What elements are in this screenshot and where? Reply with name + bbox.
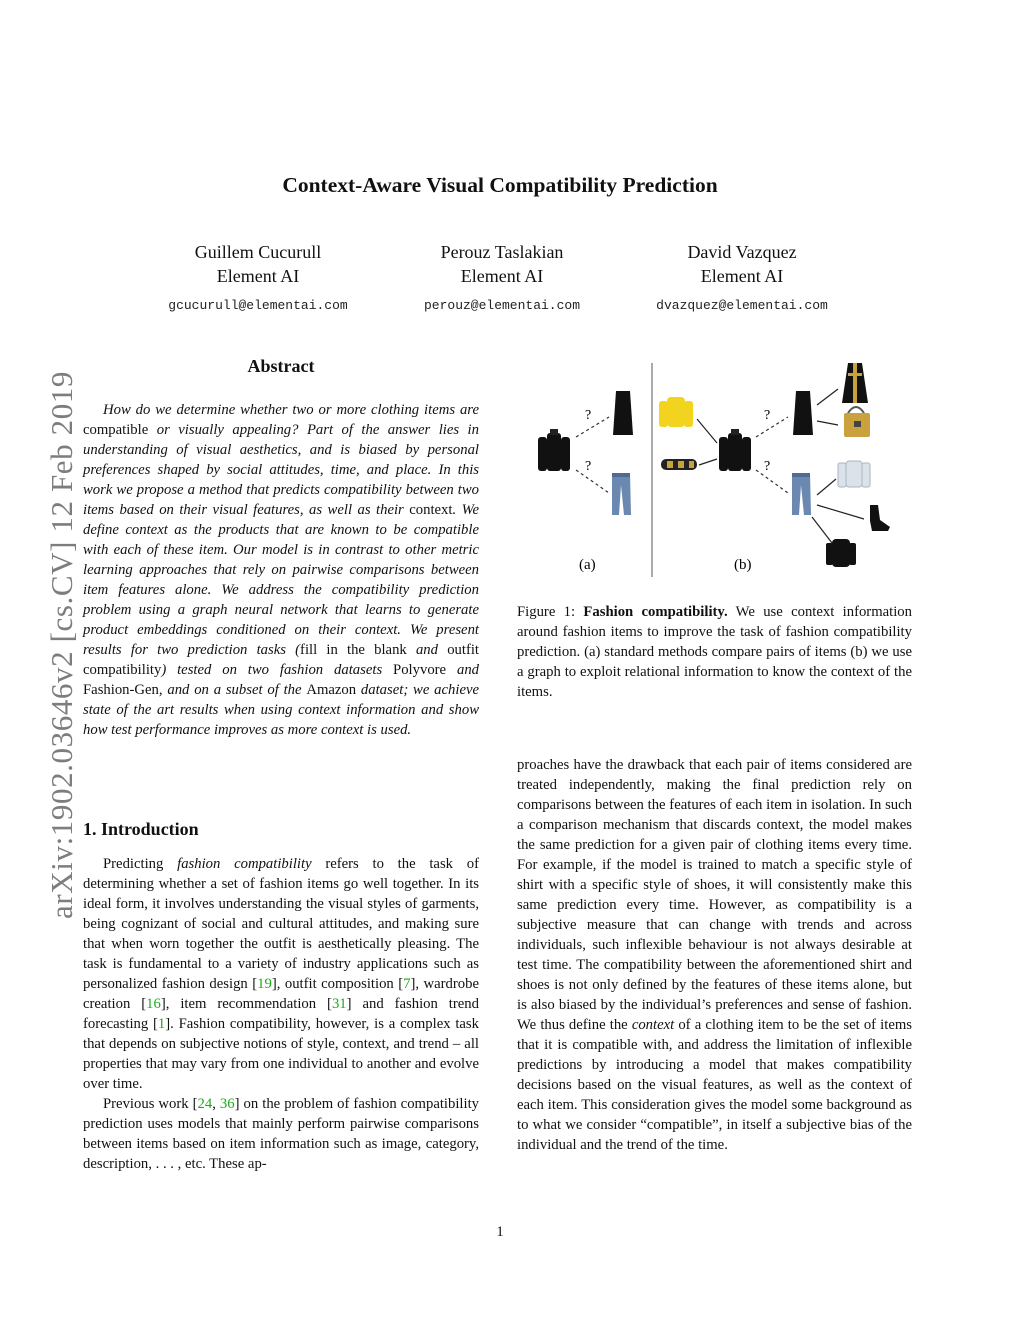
panel-a-label: (a) (579, 557, 596, 573)
black-jacket-icon (826, 539, 856, 567)
fashion-compatibility-figure (520, 355, 920, 585)
author-block-2 (372, 240, 632, 318)
jeans-icon (792, 473, 811, 515)
author-name: Guillem Cucurull (194, 242, 322, 262)
citation-link[interactable]: 24 (197, 1096, 213, 1112)
author-block-1 (128, 240, 388, 318)
author-affiliation: Element AI (216, 266, 300, 286)
citation-link[interactable]: 31 (331, 996, 347, 1012)
citation-link[interactable]: 36 (219, 1096, 235, 1112)
jeans-icon (612, 473, 631, 515)
handbag-icon (844, 407, 870, 437)
black-sweater-icon (719, 429, 751, 471)
question-mark: ? (764, 459, 771, 474)
coat-icon (842, 363, 868, 403)
section-heading-introduction: 1. Introduction (83, 819, 199, 839)
bracelet-icon (661, 459, 697, 470)
abstract-text: How do we determine whether two or more clothing items are compatible or visually appealing? Part of the answer lies in understanding of visual aesthetics, and is biased by personal preferences shaped by social attitudes, time, and place. In this work we propose a method that predicts compatibility between two items based on their visual features, as well as their context. We define context as the products that are known to be compatible with each of these item. Our model is in contrast to other metric learning approaches that rely on pairwise comparisons between item features alone. We address the compatibility prediction problem using a graph neural network that learns to generate product embeddings conditioned on their context. We present results for two prediction tasks (fill in the blank and outfit compatibility) tested on two fashion datasets Polyvore and Fashion-Gen, and on a subset of the Amazon dataset; we achieve state of the art results when using context information and show how test performance improves as more context is used. (83, 402, 480, 738)
question-mark: ? (585, 459, 592, 474)
panel-b-label: (b) (734, 557, 752, 573)
denim-jacket-icon (838, 461, 870, 487)
paragraph: Predicting fashion compatibility refers to the task of determining whether a set of fashion items go well together. In its ideal form, it involves understanding the visual styles of garments, being cognizant of social and cultural attitudes, and making sure that when worn together the outfit is aesthetically pleasing. The task is fundamental to a variety of industry applications such as personalized fashion design [19], outfit composition [7], wardrobe creation [16], item recommendation [31] and fashion trend forecasting [1]. Fashion compatibility, however, is a complex task that depends on subjective notions of style, context, and trend – all properties that may vary from one individual to another and evolve over time. (83, 856, 479, 1092)
page-number: 1 (496, 1224, 504, 1240)
citation-link[interactable]: 16 (146, 996, 161, 1012)
panel-a (538, 391, 633, 573)
arxiv-identifier-stamp: arXiv:1902.03646v2 [cs.CV] 12 Feb 2019 (44, 370, 79, 920)
citation-link[interactable]: 1 (157, 1016, 166, 1032)
author-email[interactable]: perouz@elementai.com (423, 298, 581, 313)
black-skirt-icon (613, 391, 633, 435)
author-name: David Vazquez (687, 242, 797, 262)
panel-b (659, 363, 890, 573)
introduction-text (83, 854, 479, 1174)
abstract-heading: Abstract (247, 356, 315, 376)
author-email[interactable]: gcucurull@elementai.com (168, 298, 348, 313)
ankle-boot-icon (870, 505, 890, 531)
black-sweater-icon (538, 429, 570, 471)
author-affiliation: Element AI (460, 266, 544, 286)
paragraph: Previous work [24, 36] on the problem of fashion compatibility prediction uses models that mainly perform pairwise comparisons between items based on item information such as image, category, description, . . . , etc. These ap- (83, 1096, 480, 1172)
author-affiliation: Element AI (700, 266, 784, 286)
citation-link[interactable]: 19 (257, 976, 272, 992)
figure-caption: Figure 1: Fashion compatibility. We use context information around fashion items to improve the task of fashion compatibility prediction. (a) standard methods compare pairs of items (b) we use a graph to exploit relational information to know the context of the items. (517, 604, 912, 700)
question-mark: ? (764, 408, 771, 423)
paper-title: Context-Aware Visual Compatibility Prediction (282, 173, 718, 197)
introduction-text-continued (517, 755, 912, 1155)
black-skirt-icon (793, 391, 813, 435)
author-name: Perouz Taslakian (440, 242, 564, 262)
author-block-3 (612, 240, 872, 318)
author-email[interactable]: dvazquez@elementai.com (656, 298, 828, 313)
citation-link[interactable]: 7 (403, 976, 411, 992)
question-mark: ? (585, 408, 592, 423)
yellow-sweater-icon (659, 397, 693, 427)
paragraph: proaches have the drawback that each pair of items considered are treated independently, making the final prediction rely on comparisons between the features of each item in isolation. In such a comparison mechanism that discards context, the model makes the same prediction for a given pair of clothing items every time. For example, if the model is trained to match a specific style of shirt with a specific style of shoes, it will consistently make this same prediction every time. However, as compatibility is a subjective measure that can change with trends and across individuals, such inflexible behaviour is not always desirable at test time. The compatibility between the aforementioned shirt and shoes is not only defined by the features of these items alone, but is also biased by the individual’s preferences and sense of fashion. We thus define the context of a clothing item to be the set of items that it is compatible with, and address the limitation of inflexible predictions by introducing a model that makes compatibility decisions based on the visual features, as well as the context of each item. This consideration gives the model some background as to what we consider “compatible”, in itself a subjective bias of the individual and the trend of the time. (517, 757, 912, 1153)
